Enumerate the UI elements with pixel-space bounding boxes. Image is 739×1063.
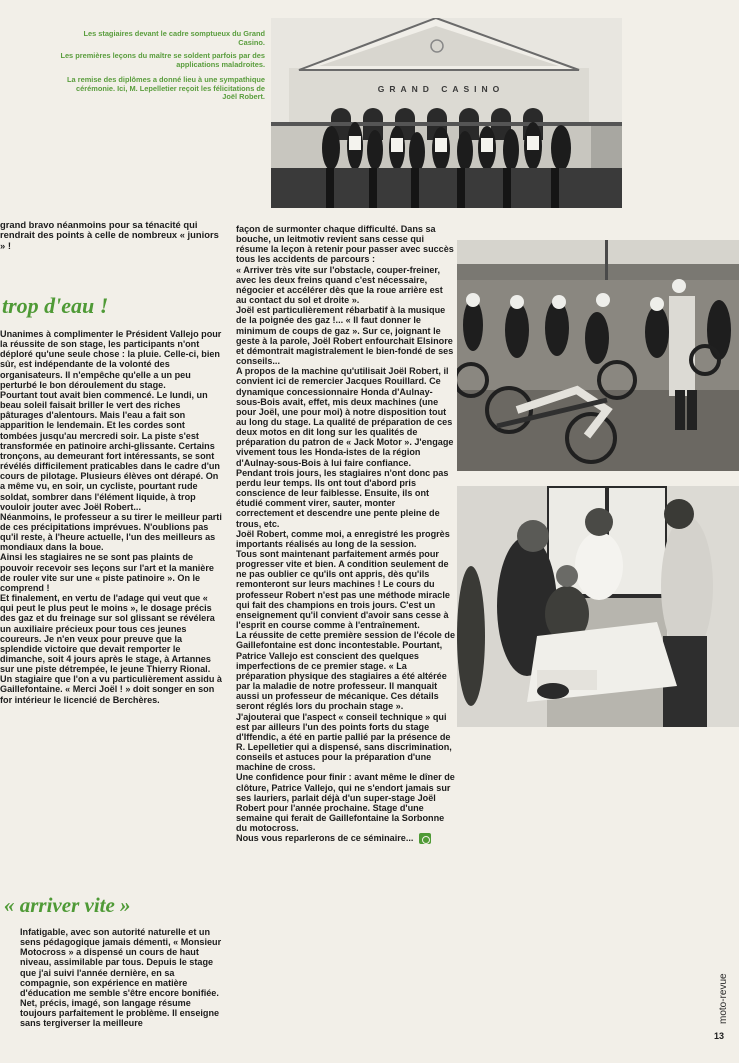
closing-line [236,833,455,844]
heading-trop-deau: trop d'eau ! [2,293,109,318]
left-paragraph: Unanimes à complimenter le Président Vallejo pour la réussite de son stage, les participants n'ont déploré qu'une seule chose : la pluie. Celle-ci, bien sûr, est indépendante de la volonté des organisateurs. Il n'empêche qu'elle a un peu perturbé le bon déroulement du stage. [0,329,222,390]
bottom-column: Infatigable, avec son autorité naturelle et un sens pédagogique jamais démenti, « Monsieur Motocross » a dispensé un cours de haut niveau, assimilable par tous. Depuis le stage que j'ai suivi l'année dernière, en sa compagnie, son expérience en matière d'éducation me semble s'être encore bonifiée. Net, précis, imagé, son langage résume toujours parfaitement le problème. Il enseigne sans tergiverser la meilleure [20,927,222,1029]
left-paragraph: Ainsi les stagiaires ne se sont pas plaints de pouvoir recevoir ses leçons sur l'art et la manière de rouler vite sur une « piste patinoire ». On le comprend ! [0,552,214,593]
middle-paragraph: J'ajouterai que l'aspect « conseil technique » qui est par ailleurs l'un des points forts du stage d'Iffendic, a été en partie pallié par la présence de R. Lepelletier qui a dispensé, sans discrimination, conseils et astuces pour la préparation d'une machine de cross. [236,711,452,773]
casino-sign: GRAND CASINO [377,84,505,94]
middle-paragraph: façon de surmonter chaque difficulté. Dans sa bouche, un leitmotiv revient sans cesse qui résume la leçon à retenir pour passer avec succès tous les accidents de parcours : [236,224,454,265]
middle-paragraph: Joël est particulièrement rébarbatif à la musique de la poignée des gaz !... « Il faut donner le minimum de coups de gaz ». Sur ce, joignant le geste à la parole, Joël Robert enfourchait Elsinore et démontrait magistralement le bien-fondé de ses conseils... [236,305,454,367]
middle-paragraph: Une confidence pour finir : avant même le dîner de clôture, Patrice Vallejo, qui ne s'endort jamais sur ses lauriers, parlait déjà d'un super-stage Joël Robert pour l'année prochaine. Stage d'une semaine qui ferait de Gaillefontaine la Sorbonne du motocross. [236,772,455,834]
end-mark-icon [419,833,431,844]
middle-paragraph: « Arriver très vite sur l'obstacle, couper-freiner, avec les deux freins quand c'est nécessaire, négocier et accélérer dès que la roue arrière est au contact du sol et droite ». [236,264,443,306]
left-paragraph: Et finalement, en vertu de l'adage qui veut que « qui peut le plus peut le moins », le dosage précis des gaz et du freinage sur sol glissant se révélera un auxiliaire précieux pour tous ces jeunes coureurs. Je n'en veux pour preuve que la splendide victoire que devait remporter le dimanche, soit 4 jours après le stage, à Artannes sur une piste détrempée, le jeune Thierry Rional. Un stagiaire que l'on a vu particulièrement assidu à Gaillefontaine. « Merci Joël ! » doit songer en son for intérieur le licencié de Berchères. [0,593,222,705]
magazine-side-label [712,944,732,1026]
page-number: 13 [714,1031,725,1041]
lead-paragraph: grand bravo néanmoins pour sa ténacité qui rendrait des points à celle de nombreux « juniors » ! [0,219,219,251]
closing-text: Nous vous reparlerons de ce séminaire... [236,833,414,844]
photo-motocross-riders [457,240,739,471]
middle-paragraph: A propos de la machine qu'utilisait Joël Robert, il convient ici de remercier Jacques Rouillard. Ce dynamique concessionnaire Honda d'Aulnay-sous-Bois avait, effet, mis deux machines (une pour Joël, une pour moi) à notre disposition tout au long du stage. La qualité de préparation de ces deux motos en dit long sur les qualités de préparation du patron de « Jack Motor ». J'engage vivement tous les Honda-istes de la région d'Aulnay-sous-Bois à lui faire confiance. [236,366,454,468]
caption-diplomas: La remise des diplômes a donné lieu à une sympathique cérémonie. Ici, M. Lepelletier reçoit les félicitations de Joël Robert. [67,75,265,102]
caption-casino: Les stagiaires devant le cadre somptueux du Grand Casino. [83,29,265,47]
heading-arriver-vite: « arriver vite » [4,893,131,917]
left-column [0,329,222,705]
caption-lessons: Les premières leçons du maître se soldent parfois par des applications maladroites. [60,51,265,69]
photo-diploma-ceremony [457,486,739,727]
photo-grand-casino [271,18,622,208]
middle-paragraph: Joël Robert, comme moi, a enregistré les progrès importants réalisés au long de la session. [236,528,450,549]
middle-paragraph: La réussite de cette première session de l'école de Gaillefontaine est donc incontestable. Pourtant, Patrice Vallejo est conscient des quelques imperfections de ce premier stage. « La préparation physique des stagiaires a été altérée par la maladie de notre professeur. Il manquait aussi un professeur de mécanique. Ces détails seront réglés lors du prochain stage ». [236,630,455,712]
middle-column [236,224,455,844]
magazine-name: moto-revue [718,973,729,1024]
middle-paragraph: Pendant trois jours, les stagiaires n'ont donc pas perdu leur temps. Ils ont tout d'abord pris conscience de leur faiblesse. Ensuite, ils ont étudié comment virer, sauter, monter correctement et descendre une pente pleine de trous, etc. [236,467,449,529]
left-paragraph: Néanmoins, le professeur a su tirer le meilleur parti de ces précipitations imprévues. N'oublions pas qu'il reste, à l'heure actuelle, l'un des meilleurs as mondiaux dans la boue. [0,511,222,553]
middle-paragraph: Tous sont maintenant parfaitement armés pour progresser vite et bien. A condition seulement de ne pas oublier ce qu'ils ont appris, dès qu'ils remonteront sur leurs machines ! Le cours du professeur Robert n'est pas une méthode miracle qui fait des champions en trois jours. C'est un enseignement qu'il convient d'avoir sans cesse à l'esprit en course comme à l'entraînement. [236,549,450,631]
left-paragraph: Pourtant tout avait bien commencé. Le lundi, un beau soleil faisait briller le vert des riches pâturages d'alentours. Mais l'eau a fait son apparition le lendemain. Et les cordes sont tombées jusqu'au mercredi soir. La piste s'est transformée en patinoire archi-glissante. Certains tronçons, au demeurant fort intéressants, se sont révélés difficilement praticables dans le cadre d'un cours de pilotage. Plusieurs élèves ont dérapé. On a même vu, en soir, un cycliste, pourtant rude soldat, sombrer dans l'élément liquide, à trop vouloir jouter avec Joël Robert... [0,389,220,512]
